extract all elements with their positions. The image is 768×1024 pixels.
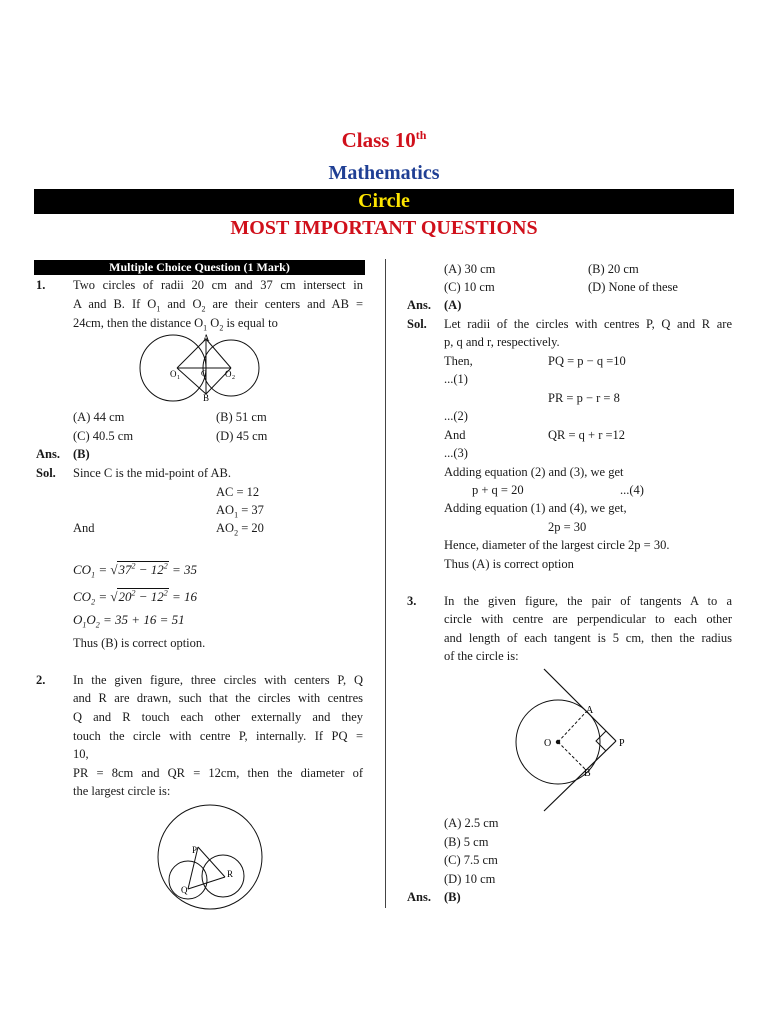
q2-option-a: (A) 30 cm	[444, 262, 496, 276]
q1-math-co2: $CO_2 = √20^2 - 12^2 = 16$	[73, 588, 198, 607]
q1-option-c: (C) 40.5 cm	[73, 429, 134, 443]
q2-line2: and R are drawn, such that the circles with centres	[73, 691, 363, 705]
q1-eq-ao1: $AO_1 = 37$	[216, 503, 264, 520]
q1-line1: Two circles of radii 20 cm and 37 cm intersect in	[73, 278, 363, 292]
q1-fig-label-a: A	[203, 333, 210, 343]
svg-text:1: 1	[177, 375, 180, 381]
q2-eq4: p + q = 20	[472, 483, 524, 497]
q2-option-c: (C) 10 cm	[444, 280, 495, 294]
column-divider	[385, 259, 386, 908]
q2-line3: Q and R touch each other externally and they	[73, 710, 363, 724]
q2-fig-label-q: Q	[181, 885, 188, 895]
class-superscript: th	[415, 128, 427, 142]
q1-option-a: (A) 44 cm	[73, 410, 125, 424]
q1-fig-label-b: B	[203, 393, 210, 402]
q2-eq5: 2p = 30	[548, 520, 587, 534]
q1-fig-label-o1: O	[170, 369, 177, 379]
q2-line5: 10,	[73, 747, 89, 761]
q2-eq3-number: ...(3)	[444, 446, 468, 460]
q2-fig-label-p: P	[192, 845, 198, 855]
main-heading: MOST IMPORTANT QUESTIONS	[230, 217, 538, 239]
q3-fig-label-a: A	[586, 705, 594, 716]
q2-eq3: QR = q + r =12	[548, 428, 626, 442]
q3-line3: and length of each tangent is 5 cm, then the radius	[444, 631, 732, 645]
q1-solution-line1: Since C is the mid-point of AB.	[73, 466, 231, 480]
chapter-title: Circle	[358, 190, 410, 212]
q2-option-d: (D) None of these	[588, 280, 678, 294]
q2-fig-label-r: R	[227, 869, 234, 879]
q2-number: 2.	[36, 673, 46, 687]
q1-answer-label: Ans.	[36, 447, 60, 461]
q3-option-c: (C) 7.5 cm	[444, 853, 498, 867]
q3-line1: In the given figure, the pair of tangents A to a	[444, 594, 732, 608]
q1-option-b: (B) 51 cm	[216, 410, 267, 424]
q3-fig-label-o: O	[544, 738, 552, 749]
q2-line4: touch the circle with centre P, internally. If PQ =	[73, 729, 363, 743]
q3-answer: (B)	[444, 890, 461, 904]
section-header: Multiple Choice Question (1 Mark)	[109, 260, 290, 274]
q2-solution-line1: Let radii of the circles with centres P, Q and R are	[444, 317, 732, 331]
q2-adding-1: Adding equation (2) and (3), we get	[444, 465, 624, 479]
q2-eq1-number: ...(1)	[444, 372, 468, 386]
q2-three-circles-figure	[145, 803, 275, 911]
q2-eq2-number: ...(2)	[444, 409, 468, 423]
q1-answer: (B)	[73, 447, 90, 461]
q2-answer-label: Ans.	[407, 298, 431, 312]
q1-math-co1: $CO_1 = √37^2 - 12^2 = 35$	[73, 561, 198, 580]
q2-line7: the largest circle is:	[73, 784, 171, 798]
q2-solution-label: Sol.	[407, 317, 427, 331]
q1-line3: 24cm, then the distance $O_1$ $O_2$ is equal to	[73, 316, 278, 333]
q1-eq-ac: AC = 12	[216, 485, 260, 499]
q3-fig-label-b: B	[584, 768, 591, 779]
class-text: Class 10	[341, 128, 416, 152]
q3-option-b: (B) 5 cm	[444, 835, 489, 849]
class-title	[0, 128, 768, 153]
q3-line4: of the circle is:	[444, 649, 519, 663]
q1-fig-label-o2: O	[225, 369, 232, 379]
q2-eq1: PQ = p − q =10	[548, 354, 626, 368]
q2-line6: PR = 8cm and QR = 12cm, then the diameter of	[73, 766, 363, 780]
q1-math-o1o2: $O_1O_2 = 35 + 16 = 51$	[73, 612, 185, 630]
q3-number: 3.	[407, 594, 417, 608]
q1-option-d: (D) 45 cm	[216, 429, 268, 443]
q1-eq-ao2: $AO_2 = 20$	[216, 521, 264, 538]
q1-intersecting-circles-figure	[135, 330, 280, 402]
q3-option-a: (A) 2.5 cm	[444, 816, 499, 830]
subject-title: Mathematics	[328, 162, 440, 184]
q3-line2: circle with centre are perpendicular to each other	[444, 612, 732, 626]
q2-hence: Hence, diameter of the largest circle 2p = 30.	[444, 538, 670, 552]
q2-adding-2: Adding equation (1) and (4), we get,	[444, 501, 627, 515]
svg-text:2: 2	[232, 375, 235, 381]
q2-conclusion: Thus (A) is correct option	[444, 557, 574, 571]
q2-line1: In the given figure, three circles with centers P, Q	[73, 673, 363, 687]
q2-solution-line2: p, q and r, respectively.	[444, 335, 560, 349]
q2-and: And	[444, 428, 466, 442]
q1-number: 1.	[36, 278, 46, 292]
q3-option-d: (D) 10 cm	[444, 872, 496, 886]
q3-fig-label-p: P	[619, 738, 625, 749]
q2-eq4-number: ...(4)	[620, 483, 644, 497]
q1-and: And	[73, 521, 95, 535]
q1-fig-label-c: C	[201, 369, 207, 378]
q1-line2: A and B. If $O_1$ and $O_2$ are their centers and AB =	[73, 297, 363, 314]
q1-solution-label: Sol.	[36, 466, 56, 480]
q2-then: Then,	[444, 354, 473, 368]
q1-conclusion: Thus (B) is correct option.	[73, 636, 206, 650]
q2-answer: (A)	[444, 298, 462, 312]
q2-eq2: PR = p − r = 8	[548, 391, 620, 405]
q3-tangents-figure	[500, 664, 640, 814]
q3-answer-label: Ans.	[407, 890, 431, 904]
q2-option-b: (B) 20 cm	[588, 262, 639, 276]
